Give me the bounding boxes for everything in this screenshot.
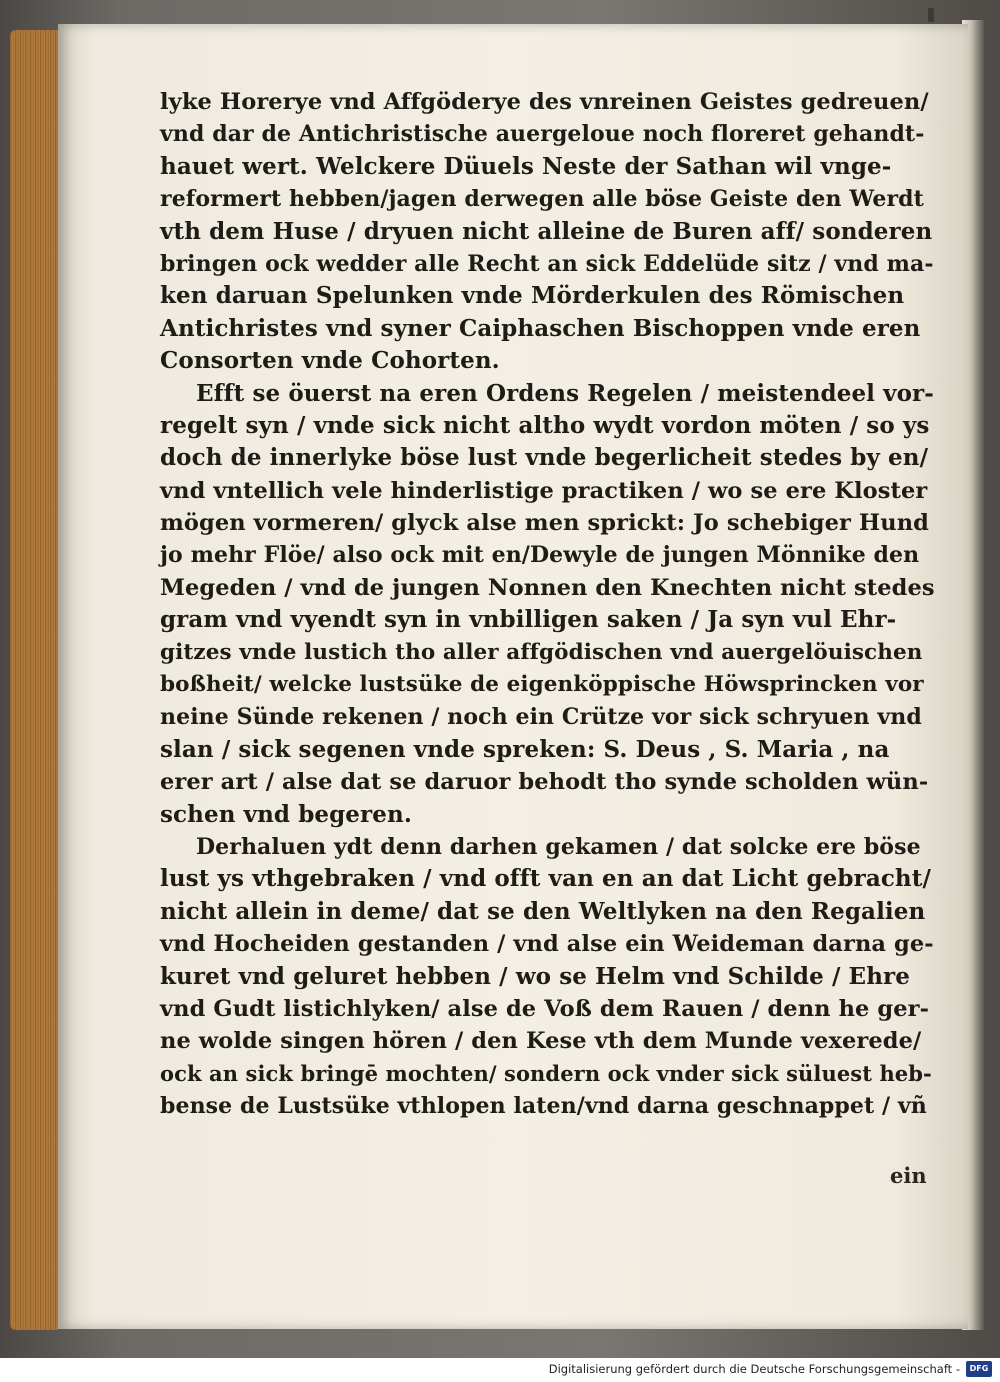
catchword: ein [890,1163,927,1188]
paragraph-start-line: Efft se öuerst na eren Ordens Regelen / meistendeel vor- [196,379,934,407]
text-line: slan / sick segenen vnde spreken: S. Deus , S. Maria , na [160,735,890,763]
text-line: vnd Gudt listichlyken/ alse de Voß dem Rauen / denn he ger- [160,995,930,1022]
text-line: neine Sünde rekenen / noch ein Crütze vor sick schryuen vnd [160,704,922,731]
text-line: kuret vnd geluret hebben / wo se Helm vnd Schilde / Ehre [160,962,910,990]
text-line: vth dem Huse / dryuen nicht alleine de Buren aff/ sonderen [160,217,933,245]
text-line: lust ys vthgebraken / vnd offt van en an dat Licht gebracht/ [160,865,931,893]
footer-credit: Digitalisierung gefördert durch die Deutsche Forschungsgemeinschaft - [548,1362,960,1376]
text-line: regelt syn / vnde sick nicht altho wydt vordon möten / so ys [160,411,930,439]
text-line: bringen ock wedder alle Recht an sick Eddelüde sitz / vnd ma- [160,250,934,277]
text-line: vnd vntellich vele hinderlistige practiken / wo se ere Kloster [160,477,928,504]
text-line: vnd Hocheiden gestanden / vnd alse ein Weideman darna ge- [160,931,934,958]
text-line: Consorten vnde Cohorten. [160,347,500,375]
text-line: ken daruan Spelunken vnde Mörderkulen des Römischen [160,282,905,310]
book-page-edges-left [10,30,58,1330]
text-line: hauet wert. Welckere Düuels Neste der Sathan wil vnge- [160,152,892,180]
page-text-block [160,86,935,1123]
text-line: lyke Horerye vnd Affgöderye des vnreinen Geistes gedreuen/ [160,89,929,115]
text-line: Antichristes vnd syner Caiphaschen Bischoppen vnde eren [160,314,921,342]
text-line: ne wolde singen hören / den Kese vth dem Munde vexerede/ [160,1028,922,1055]
text-line: nicht allein in deme/ dat se den Weltlyken na den Regalien [160,897,926,925]
text-line: jo mehr Flöe/ also ock mit en/Dewyle de jungen Mönnike den [160,542,920,569]
text-line: bense de Lustsüke vthlopen laten/vnd darna geschnappet / vñ [160,1093,927,1120]
text-line: gitzes vnde lustich tho aller affgödischen vnd auergelöuischen [160,639,923,665]
text-line: schen vnd begeren. [160,800,412,828]
text-line: doch de innerlyke böse lust vnde begerlicheit stedes by en/ [160,444,929,472]
text-line: reformert hebben/jagen derwegen alle böse Geiste den Werdt [160,186,924,213]
text-line: mögen vormeren/ glyck alse men sprickt: Jo schebiger Hund [160,510,929,537]
paragraph-start-line: Derhaluen ydt denn darhen gekamen / dat solcke ere böse [196,833,921,860]
dfg-logo-icon: DFG [966,1361,992,1377]
text-line: gram vnd vyendt syn in vnbilligen saken / Ja syn vul Ehr- [160,606,897,634]
scan-corner-mark [928,8,934,22]
text-line: boßheit/ welcke lustsüke de eigenköppische Höwsprincken vor [160,672,924,698]
text-line: Megeden / vnd de jungen Nonnen den Knechten nicht stedes [160,574,935,601]
text-line: erer art / alse dat se daruor behodt tho synde scholden wün- [160,769,929,796]
text-line: ock an sick bringē mochten/ sondern ock vnder sick süluest heb- [160,1060,932,1086]
text-line: vnd dar de Antichristische auergeloue noch floreret gehandt- [160,121,925,148]
